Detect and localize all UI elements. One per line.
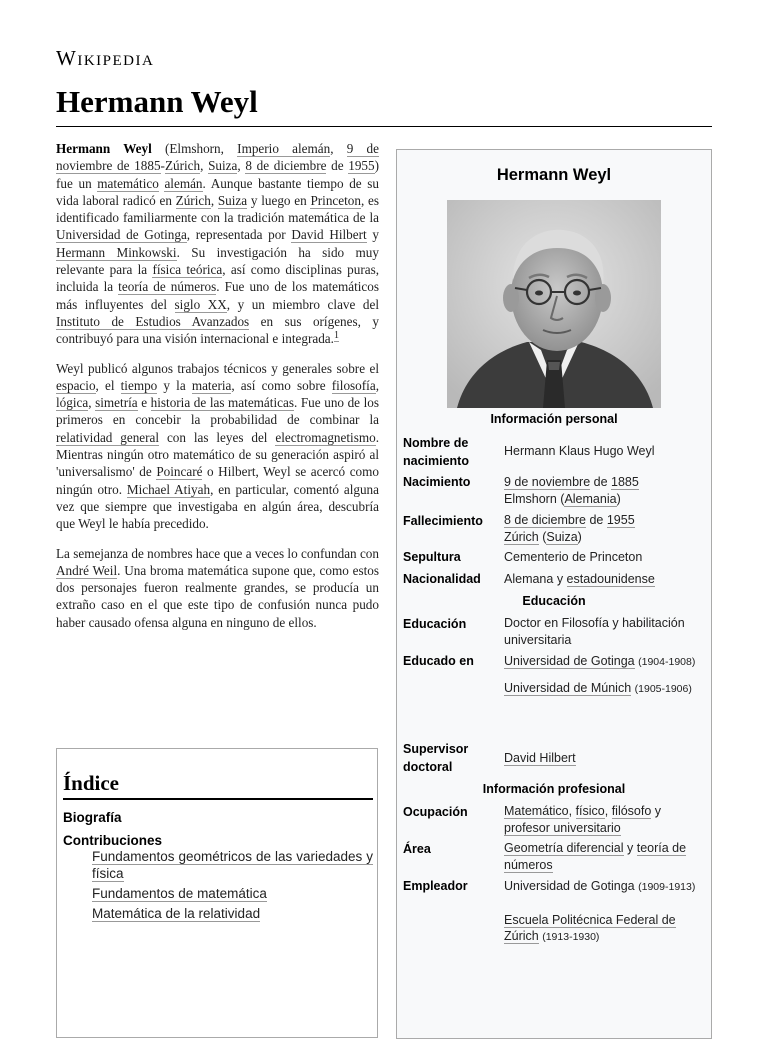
portrait-image[interactable] [447,200,661,408]
text-run: de [586,513,607,527]
article-body [56,140,379,643]
text-run: Alemana [504,572,554,586]
wiki-link[interactable]: Poincaré [156,464,203,480]
label-advisor: Supervisor doctoral [403,742,469,774]
label-educated-in: Educado en [403,654,474,668]
wiki-link[interactable]: Geometría diferencial [504,841,624,855]
wiki-link[interactable]: simetría [95,395,138,411]
wikipedia-logo[interactable] [56,46,154,71]
text-run: . Aunque bastante tiempo de su vida laboral radicó en [56,175,380,208]
wiki-link[interactable]: Suiza [217,192,248,208]
toc-subitem[interactable]: Fundamentos geométricos de las variedades y física [92,849,373,881]
value-line [504,878,708,896]
wiki-link[interactable]: 8 de diciembre [245,158,327,174]
table-of-contents [56,748,378,1038]
wiki-link[interactable]: 1955 [606,513,635,527]
wiki-link[interactable]: Imperio alemán [237,141,331,156]
wiki-link[interactable]: tiempo [120,377,158,393]
label-birth: Nacimiento [403,475,471,489]
value-line [504,912,708,946]
text-run: y luego en [247,192,311,208]
infobox-section-professional: Información profesional [482,782,626,796]
text-run: Doctor en Filosofía y habilitación universitaria [504,616,685,647]
wiki-link[interactable]: 9 de noviembre [504,475,591,489]
wiki-link[interactable]: David Hilbert [291,227,367,243]
value-line [504,474,708,491]
label-death: Fallecimiento [403,514,483,528]
wiki-link[interactable]: alemán [164,175,203,191]
text-run: y [651,804,662,818]
text-run: , en particular, comentó alguna vez que siempre que investigaba en algún área, descubría que Weyl le había precedido. [56,481,379,532]
wiki-link[interactable]: Hermann Minkowski [56,244,177,260]
value-birth-name [504,443,708,460]
text-run: ) fue un [56,158,380,191]
wiki-link[interactable]: Suiza [546,529,578,544]
value-employer [504,878,708,946]
wiki-link[interactable]: Zúrich [164,158,201,174]
wiki-link[interactable]: André Weil [56,562,118,578]
text-run: Elmshorn [504,491,557,506]
text-run: , [200,158,209,174]
text-run: ) [616,491,621,506]
label-nationality: Nacionalidad [403,572,481,586]
wiki-link[interactable]: David Hilbert [504,751,576,765]
value-line [504,443,708,460]
text-run: o Hilbert, Weyl se acercó como ningún otro. [56,464,379,497]
text-run: de [590,475,612,489]
value-education [504,615,708,648]
wiki-link[interactable]: físico [575,804,605,818]
text-run: Weyl publicó algunos trabajos técnicos y generales sobre el [56,360,379,376]
text-run: - [160,158,165,174]
wiki-link[interactable]: espacio [56,377,96,393]
wiki-link[interactable]: Michael Atiyah [126,481,211,497]
text-run: ( [556,491,565,506]
text-run: ( [538,529,547,544]
wiki-link[interactable]: Alemania [564,491,617,506]
text-run: ) [577,529,582,544]
label-burial: Sepultura [403,550,461,564]
wiki-link[interactable]: filósofo [611,804,652,818]
wiki-link[interactable]: Instituto de Estudios Avanzados [56,313,250,329]
text-run: , y un miembro clave del [226,296,380,312]
text-run: . Su investigación ha sido muy relevante para la [56,244,379,278]
wiki-link[interactable]: materia [191,377,232,393]
text-run: de [326,158,349,174]
toc-item-contribuciones[interactable]: Contribuciones [63,833,163,848]
text-run: . Fue uno de los primeros en concebir la probabilidad de combinar la [56,395,380,428]
text-run: , [88,395,96,411]
wiki-link[interactable]: teoría de números [504,841,687,872]
page-title: Hermann Weyl [56,84,258,119]
text-run: , [375,377,379,393]
text-run: en sus orígenes, y contribuyó para una visión internacional e integrada. [56,313,380,347]
infobox-section-education: Educación [522,594,586,608]
value-death [504,512,708,545]
infobox-section-personal: Información personal [490,412,618,426]
value-line [504,491,708,508]
wiki-link[interactable]: Zúrich [175,192,211,208]
wiki-link[interactable]: 1885 [611,475,639,489]
text-run: (Elmshorn, [151,141,238,156]
year-range: (1904-1908) [638,656,696,668]
text-run: La semejanza de nombres hace que a veces lo confundan con [56,545,379,561]
wiki-link[interactable]: física teórica [152,262,223,278]
text-run: con las leyes del [159,429,276,445]
text-run: y la [157,377,192,393]
value-line [504,529,708,546]
text-run: , representada por [186,227,292,243]
value-birth [504,474,708,507]
text-run: . Fue uno de los matemáticos más influyentes del [56,279,380,312]
label-birth-name: Nombre de nacimiento [403,436,469,468]
text-run: e [137,395,151,411]
year-range: (1905-1906) [634,682,692,695]
wiki-link[interactable]: electromagnetismo [275,429,376,445]
value-area [504,840,708,873]
label-occupation: Ocupación [403,805,468,819]
text-run: , así como disciplinas puras, incluida la [56,262,380,295]
wiki-link[interactable]: historia de las matemáticas [150,395,294,411]
wiki-link[interactable]: Suiza [208,158,238,174]
wiki-link[interactable]: Matemático [504,804,569,818]
value-occupation [504,803,708,836]
text-run: , [210,192,218,208]
label-area: Área [403,842,431,856]
label-education: Educación [403,617,467,631]
text-run: , [237,158,246,174]
wiki-link[interactable]: 9 de noviembre de 1885 [56,141,379,174]
wiki-link[interactable]: Universidad de Gotinga [56,227,187,243]
text-run: , [568,804,576,818]
toc-subitem[interactable]: Matemática de la relatividad [92,906,261,921]
text-run: Cementerio de Princeton [504,550,643,564]
text-run: y [623,841,637,855]
value-burial [504,549,708,566]
year-range: (1909-1913) [638,881,696,893]
text-run: , el [95,377,121,393]
title-divider [56,126,712,127]
text-run: , así como sobre [231,377,332,393]
portrait-photo [447,200,661,408]
wiki-link[interactable]: 1955 [348,158,375,174]
value-line [504,549,708,566]
wikipedia-wordmark: Wikipedia [56,46,155,70]
value-educated-in [504,653,708,697]
text-run: , [604,804,612,818]
value-advisor [504,750,708,767]
text-run: . Una broma matemática supone que, como estos dos personajes fueron realmente grandes, se producía un extraño caso en el que este tipo de confusión nunca pudo haber causado ofensa alguna en ninguno de ellos. [56,562,379,630]
text-run: Universidad de Gotinga [504,879,635,893]
wiki-link[interactable]: Princeton [310,192,361,208]
infobox-title: Hermann Weyl [496,166,612,184]
value-line [504,750,708,767]
year-range: (1913-1930) [542,931,600,943]
text-run: , es identificado familiarmente con la tradición matemática de la [56,192,379,226]
wiki-link[interactable]: Zúrich [504,529,539,544]
text-run: y [553,572,567,586]
wiki-link[interactable]: profesor universitario [504,820,621,835]
wiki-link[interactable]: relatividad general [56,429,160,445]
value-nationality [504,571,708,588]
wiki-link[interactable]: lógica [56,395,89,411]
infobox [396,149,712,1039]
label-employer: Empleador [403,879,468,893]
value-line [504,512,708,529]
wiki-link[interactable]: filosofía [331,377,376,393]
value-line [504,803,708,836]
value-line [504,840,708,873]
article-paragraph [56,360,379,533]
text-run: Hermann Klaus Hugo Weyl [504,444,655,458]
text-run: . Mientras ningún otro matemático de su generación aspiró al 'universalismo' de [56,429,379,480]
toc-item-biografia[interactable]: Biografía [63,810,122,825]
wiki-link[interactable]: matemático [97,175,159,191]
text-run: , [330,141,347,156]
value-line [504,615,708,648]
wiki-link[interactable]: estadounidense [566,572,655,586]
wiki-link[interactable]: teoría de números [118,279,217,295]
wiki-link[interactable]: 8 de diciembre [504,513,586,527]
value-line [504,571,708,588]
value-line [504,653,708,671]
wiki-link[interactable]: siglo XX [174,296,227,312]
toc-title: Índice [63,771,373,800]
article-paragraph [56,140,379,348]
text-run: y [366,227,379,243]
bold-term: Hermann Weyl [56,141,152,156]
wiki-link[interactable]: Universidad de Gotinga [504,654,635,668]
article-paragraph [56,545,379,631]
wiki-link[interactable]: Escuela Politécnica Federal de Zúrich [504,912,676,943]
toc-subitem[interactable]: Fundamentos de matemática [92,886,267,901]
value-line [504,680,708,698]
wiki-link[interactable]: Universidad de Múnich [504,680,632,695]
reference-link[interactable]: 1 [333,329,339,341]
